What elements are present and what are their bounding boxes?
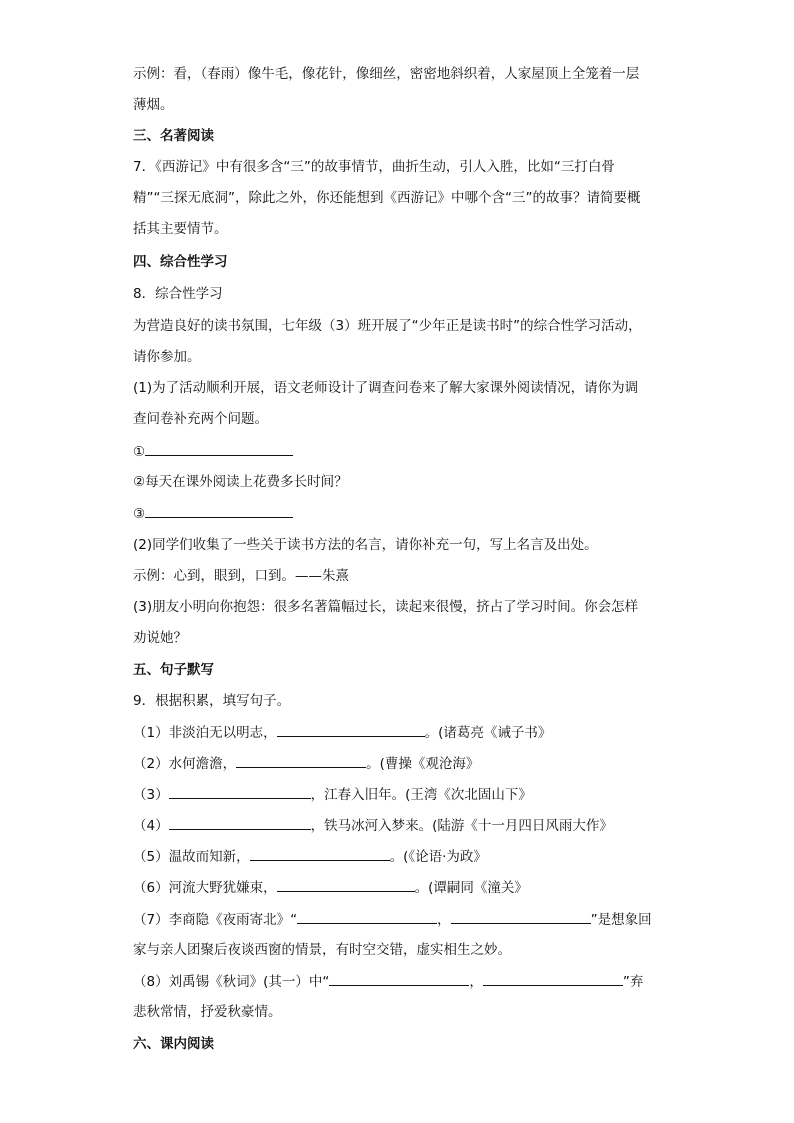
recitation-suffix: ”弃 [622, 974, 644, 990]
question-8-1-line-2: 查问卷补充两个问题。 [133, 411, 268, 427]
recitation-source: 。(谭嗣同《潼关》 [414, 880, 528, 896]
recitation-prompt: （4） [133, 818, 169, 834]
question-8-3-line-1: (3)朋友小明向你抱怨：很多名著篇幅过长，读起来很慢，挤占了学习时间。你会怎样 [133, 599, 639, 615]
question-7-line-1: 7．《西游记》中有很多含“三”的故事情节，曲折生动，引人入胜，比如“三打白骨 [133, 159, 615, 175]
recitation-item-4 [133, 815, 613, 836]
section-heading-5: 五、句子默写 [133, 662, 214, 678]
question-8-intro-1: 为营造良好的读书氛围，七年级（3）班开展了“少年正是读书时”的综合性学习活动， [133, 318, 642, 334]
question-8-2: (2)同学们收集了一些关于读书方法的名言，请你补充一句，写上名言及出处。 [133, 537, 598, 553]
section-heading-6: 六、课内阅读 [133, 1036, 214, 1052]
question-8-3-line-2: 劝说她？ [133, 630, 187, 646]
comma: ， [469, 974, 483, 990]
answer-blank[interactable] [169, 784, 311, 799]
example-line-1: 示例：看，（春雨）像牛毛，像花针，像细丝，密密地斜织着，人家屋顶上全笼着一层 [133, 66, 640, 82]
circled-number-1: ① [133, 444, 146, 460]
recitation-prompt: （3） [133, 787, 169, 803]
answer-blank[interactable] [145, 441, 293, 456]
recitation-prompt: （8）刘禹锡《秋词》(其一）中“ [133, 974, 330, 990]
recitation-source: 。(《论语·为政》 [389, 849, 487, 865]
recitation-item-2 [133, 753, 479, 774]
recitation-source: 。(诸葛亮《诫子书》 [424, 725, 552, 741]
recitation-prompt: （7）李商隐《夜雨寄北》“ [133, 912, 298, 928]
question-8-1-line-1: (1)为了活动顺利开展，语文老师设计了调查问卷来了解大家课外阅读情况，请你为调 [133, 380, 639, 396]
question-9-title: 9．根据积累，填写句子。 [133, 693, 291, 709]
answer-blank[interactable] [145, 503, 293, 518]
recitation-source: ，江春入旧年。(王湾《次北固山下》 [310, 787, 532, 803]
comma: ， [437, 912, 451, 928]
recitation-item-5 [133, 846, 487, 867]
section-heading-3: 三、名著阅读 [133, 128, 214, 144]
answer-blank[interactable] [329, 971, 469, 986]
recitation-item-8-line-2: 悲秋常情，抒爱秋豪情。 [133, 1004, 282, 1020]
question-7-line-3: 括其主要情节。 [133, 221, 228, 237]
answer-blank[interactable] [451, 909, 591, 924]
survey-item-3 [133, 503, 293, 524]
question-7-line-2: 精”“三探无底洞”，除此之外，你还能想到《西游记》中哪个含“三”的故事？请简要概 [133, 190, 641, 206]
answer-blank[interactable] [483, 971, 623, 986]
recitation-source: 。(曹操《观沧海》 [366, 756, 480, 772]
circled-number-3: ③ [133, 506, 146, 522]
recitation-prompt: （2）水何澹澹， [133, 756, 237, 772]
example-line-2: 薄烟。 [133, 97, 174, 113]
answer-blank[interactable] [277, 722, 425, 737]
answer-blank[interactable] [169, 815, 311, 830]
answer-blank[interactable] [297, 909, 437, 924]
recitation-item-6 [133, 877, 528, 898]
recitation-item-1 [133, 722, 551, 743]
recitation-item-7-line-2: 家与亲人团聚后夜谈西窗的情景，有时空交错，虚实相生之妙。 [133, 942, 511, 958]
question-8-title: 8．综合性学习 [133, 286, 223, 302]
answer-blank[interactable] [236, 753, 366, 768]
recitation-suffix: ”是想象回 [590, 912, 652, 928]
answer-blank[interactable] [250, 846, 390, 861]
recitation-item-3 [133, 784, 532, 805]
answer-blank[interactable] [277, 877, 415, 892]
recitation-prompt: （1）非淡泊无以明志， [133, 725, 277, 741]
recitation-prompt: （6）河流大野犹嫌束， [133, 880, 277, 896]
survey-item-1 [133, 441, 293, 462]
question-8-intro-2: 请你参加。 [133, 349, 201, 365]
recitation-prompt: （5）温故而知新， [133, 849, 250, 865]
recitation-item-8 [133, 971, 643, 992]
section-heading-4: 四、综合性学习 [133, 254, 228, 270]
recitation-source: ，铁马冰河入梦来。(陆游《十一月四日风雨大作》 [310, 818, 613, 834]
recitation-item-7 [133, 909, 652, 930]
survey-item-2: ②每天在课外阅读上花费多长时间？ [133, 474, 348, 490]
question-8-2-example: 示例：心到，眼到，口到。——朱熹 [133, 568, 349, 584]
